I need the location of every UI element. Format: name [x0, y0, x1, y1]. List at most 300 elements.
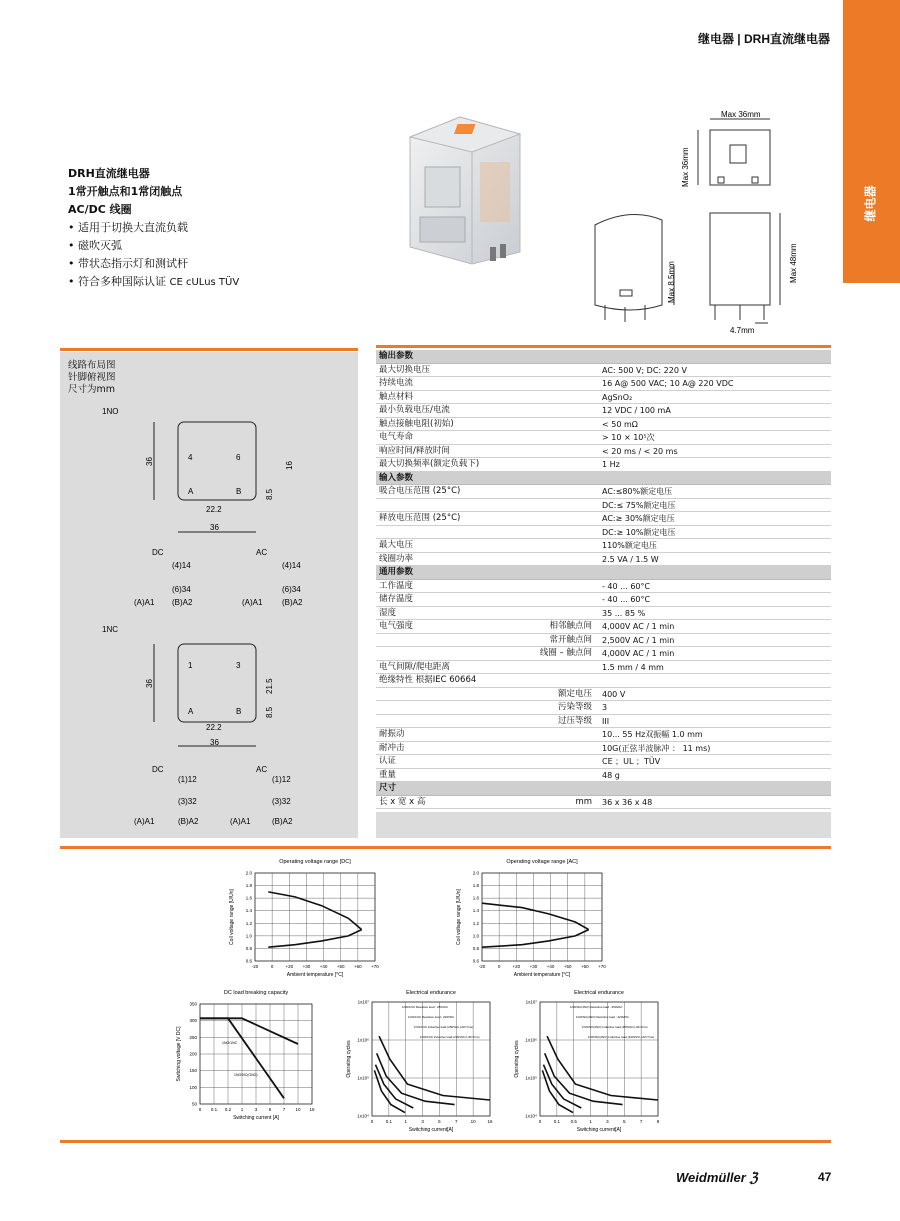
x-tick-label: 1 — [589, 1119, 592, 1124]
spec-subkey: 相邻触点间 — [549, 621, 592, 631]
spec-subkey — [526, 580, 600, 593]
svg-text:4: 4 — [188, 453, 193, 462]
specs-table — [376, 350, 831, 838]
spec-subkey: 污染等级 — [557, 702, 592, 712]
svg-text:A: A — [188, 487, 194, 496]
spec-key: 电气强度 — [379, 621, 414, 631]
spec-value: 36 x 36 x 48 — [602, 797, 653, 807]
spec-row — [376, 755, 831, 769]
x-tick-label: +20 — [512, 964, 521, 969]
y-tick-label: 50 — [191, 1101, 197, 1107]
spec-value: 48 g — [602, 770, 620, 780]
spec-key: 触点材料 — [379, 391, 414, 402]
spec-value: AC:≤80%额定电压 — [602, 487, 673, 496]
spec-row — [376, 485, 831, 499]
x-axis-label: Ambient temperature [°C] — [286, 972, 344, 978]
x-tick-label: +40 — [546, 964, 555, 969]
x-tick-label: 0.1 — [385, 1119, 392, 1124]
y-tick-label: 1.6 — [472, 895, 479, 901]
spec-key: 吸合电压范围 (25°C) — [379, 486, 461, 496]
dim-max85: Max 8.5mm — [667, 261, 676, 303]
spec-value: 3 — [602, 703, 608, 712]
y-tick-label: 1x10⁷ — [357, 999, 369, 1005]
spec-row — [376, 728, 831, 742]
spec-row — [376, 526, 831, 540]
y-tick-label: 1x10⁴ — [525, 1113, 537, 1119]
spec-subkey — [526, 364, 600, 377]
annotation: 1NO/1NC Inductive load (250VAC,L/R=7ms) — [414, 1025, 474, 1029]
svg-text:(A)A1: (A)A1 — [230, 817, 251, 826]
spec-subkey — [526, 742, 600, 755]
svg-text:1: 1 — [188, 661, 193, 670]
dim-max36-side: Max 36mm — [681, 147, 690, 187]
x-tick-label: -20 — [478, 964, 486, 969]
y-tick-label: 350 — [189, 1001, 197, 1007]
svg-text:8.5: 8.5 — [265, 706, 274, 718]
chart-title: Electrical endurance — [574, 990, 624, 996]
svg-text:16: 16 — [285, 461, 294, 470]
svg-text:(A)A1: (A)A1 — [242, 598, 263, 607]
chart-title: Electrical endurance — [406, 990, 456, 996]
chart-title: Operating voltage range [AC] — [506, 859, 578, 865]
spec-subkey — [526, 391, 600, 404]
spec-key: 重量 — [379, 769, 397, 780]
x-tick-label: 7 — [282, 1107, 286, 1112]
annotation: 1NO/NC(ONO) — [234, 1073, 258, 1077]
svg-text:(B)A2: (B)A2 — [272, 817, 293, 826]
x-tick-label: 0.1 — [553, 1119, 560, 1124]
page-number: 47 — [818, 1170, 832, 1184]
annotation: 1NO/1NC Resistive load : 250VAC — [402, 1005, 448, 1009]
intro-title-3: AC/DC 线圈 — [68, 203, 132, 216]
x-tick-label: 5 — [438, 1119, 441, 1124]
series-line-lower — [482, 930, 589, 948]
dim-pin47: 4.7mm — [730, 326, 755, 335]
spec-key: 工作温度 — [379, 580, 414, 591]
y-axis-label: Operating cycles — [346, 1040, 352, 1078]
x-tick-label: 0.2 — [224, 1107, 232, 1112]
x-tick-label: +20 — [285, 964, 294, 969]
svg-text:B: B — [236, 487, 242, 496]
spec-row — [376, 391, 831, 405]
spec-row — [376, 674, 831, 688]
y-tick-label: 1.0 — [472, 933, 479, 939]
y-tick-label: 100 — [189, 1084, 197, 1090]
annotation: 1NO/NC(2NO) Inductive load (220VDC,L/R=7ms) — [588, 1035, 654, 1039]
spec-key — [376, 499, 526, 512]
y-tick-label: 150 — [189, 1068, 197, 1074]
divider — [60, 348, 358, 351]
spec-subkey — [526, 539, 600, 552]
spec-row — [376, 458, 831, 472]
x-tick-label: 3 — [254, 1107, 258, 1112]
spec-key — [376, 701, 526, 714]
x-tick-label: 0.5 — [570, 1119, 577, 1124]
spec-value: AgSnO₂ — [602, 392, 633, 402]
spec-key: 最大电压 — [379, 540, 414, 550]
annotation: 1NO/1NC Inductive load (220VDC,L/R=7ms) — [420, 1035, 480, 1039]
x-tick-label: 15 — [309, 1107, 315, 1112]
spec-row — [376, 445, 831, 459]
spec-value: AC: 500 V; DC: 220 V — [602, 365, 687, 375]
endurance-curve — [545, 1053, 623, 1104]
y-tick-label: 1x10⁵ — [357, 1075, 369, 1081]
spec-key: 最大切换电压 — [379, 364, 431, 375]
x-tick-label: 1 — [404, 1119, 407, 1124]
y-tick-label: 0.6 — [245, 958, 252, 964]
spec-value: 400 V — [602, 689, 626, 699]
svg-text:(A)A1: (A)A1 — [134, 817, 155, 826]
svg-text:A: A — [188, 707, 194, 716]
spec-value: DC:≤ 75%额定电压 — [602, 500, 676, 510]
spec-row — [376, 688, 831, 702]
spec-key: 最小负载电压/电流 — [379, 405, 450, 415]
x-tick-label: 7 — [455, 1119, 458, 1124]
x-tick-label: 10 — [470, 1119, 476, 1124]
x-tick-label: 1 — [240, 1107, 244, 1112]
svg-text:(4)14: (4)14 — [172, 561, 191, 570]
x-tick-label: +60 — [581, 964, 589, 969]
spec-subkey — [526, 593, 600, 606]
spec-key: 储存温度 — [379, 594, 414, 604]
spec-key: 长 x 宽 x 高 — [379, 796, 426, 807]
x-tick-label: +70 — [371, 964, 379, 969]
dim-max48: Max 48mm — [789, 243, 798, 283]
x-tick-label: +70 — [598, 964, 606, 969]
y-tick-label: 1.8 — [472, 883, 479, 889]
annotation: 1NO/NC(2NO) Resistive load : 220VDC — [576, 1015, 629, 1019]
annotation: 1NO/NC(2NO) Resistive load : 250VAC — [570, 1005, 623, 1009]
svg-text:(1)12: (1)12 — [272, 775, 291, 784]
spec-value: III — [602, 716, 610, 726]
svg-text:6: 6 — [236, 453, 241, 462]
divider — [60, 846, 831, 849]
y-tick-label: 2.0 — [472, 870, 479, 876]
svg-text:AC: AC — [256, 548, 268, 557]
spec-subkey: 线圈 – 触点间 — [539, 648, 592, 658]
annotation: 1NO/1NC Resistive load : 220VDC — [408, 1015, 455, 1019]
plot-frame — [255, 873, 375, 961]
spec-subkey — [526, 404, 600, 417]
y-axis-label: Coil voltage range [U/Un] — [229, 889, 235, 945]
svg-text:8.5: 8.5 — [265, 488, 274, 500]
side-tab-label — [862, 206, 879, 222]
x-axis-label: Switching current[A] — [576, 1127, 622, 1133]
x-axis-label: Ambient temperature [°C] — [513, 972, 571, 978]
spec-subkey — [526, 661, 600, 674]
spec-key: 触点接触电阻(初始) — [379, 418, 454, 429]
spec-row — [376, 620, 831, 634]
spec-row — [376, 580, 831, 594]
spec-subkey — [526, 755, 600, 768]
relay-product-image — [400, 112, 522, 267]
svg-text:(4)14: (4)14 — [282, 561, 301, 570]
x-tick-label: -20 — [251, 964, 259, 969]
spec-value: 4,000V AC / 1 min — [602, 649, 675, 658]
x-tick-label: +40 — [319, 964, 328, 969]
spec-row — [376, 539, 831, 553]
feature-item: • 符合多种国际认证 CE cULus TÜV — [68, 273, 239, 292]
spec-subkey — [526, 728, 600, 741]
y-tick-label: 300 — [189, 1018, 197, 1024]
x-tick-label: 10 — [295, 1107, 301, 1112]
spec-value: - 40 ... 60°C — [602, 595, 651, 604]
spec-key: 持续电流 — [379, 378, 414, 388]
x-axis-label: Switching current [A] — [233, 1115, 279, 1121]
svg-text:22.2: 22.2 — [206, 723, 222, 732]
spec-value — [600, 674, 831, 687]
y-axis-label: Operating cycles — [514, 1040, 520, 1078]
chart-title: Operating voltage range [DC] — [279, 859, 351, 865]
svg-text:(B)A2: (B)A2 — [282, 598, 303, 607]
spec-section-header — [376, 782, 831, 796]
chart-title: DC load breaking capacity — [223, 990, 289, 996]
series-line — [200, 1018, 298, 1044]
x-tick-label: +30 — [302, 964, 311, 969]
spec-row — [376, 661, 831, 675]
y-tick-label: 2.0 — [245, 870, 252, 876]
spec-subkey — [526, 769, 600, 782]
spec-subkey — [526, 445, 600, 458]
spec-value: - 40 ... 60°C — [602, 581, 651, 591]
svg-text:(1)12: (1)12 — [178, 775, 197, 784]
y-tick-label: 1.4 — [245, 908, 252, 914]
spec-subkey — [526, 607, 600, 620]
spec-row — [376, 512, 831, 526]
spec-value: 1 Hz — [602, 460, 620, 469]
spec-row — [376, 431, 831, 445]
spec-key: 耐冲击 — [379, 742, 405, 753]
x-tick-label: +50 — [563, 964, 572, 969]
y-tick-label: 1.0 — [245, 933, 252, 939]
spec-row — [376, 701, 831, 715]
svg-text:(B)A2: (B)A2 — [178, 817, 199, 826]
spec-key — [376, 715, 526, 728]
chart-op-voltage-dc — [225, 855, 385, 985]
svg-text:(A)A1: (A)A1 — [134, 598, 155, 607]
x-tick-label: 0 — [198, 1107, 202, 1112]
specs-table-footer — [376, 812, 831, 838]
circuit-layout-panel — [60, 352, 358, 838]
spec-value: DC:≥ 10%额定电压 — [602, 527, 676, 537]
svg-text:(3)32: (3)32 — [272, 797, 291, 806]
y-tick-label: 1x10⁷ — [525, 999, 537, 1005]
spec-row — [376, 742, 831, 756]
y-axis-label: Coil voltage range [U/Un] — [456, 889, 462, 945]
x-tick-label: 7 — [639, 1119, 643, 1124]
intro-block — [68, 165, 239, 292]
x-tick-label: +50 — [336, 964, 345, 969]
annotation: 1NO/NC(2NO) Inductive load (250VAC,L/R=7ms) — [582, 1025, 648, 1029]
spec-key — [376, 688, 526, 701]
spec-row — [376, 769, 831, 783]
nc-label: 1NC — [102, 625, 119, 634]
y-tick-label: 1.2 — [245, 920, 252, 926]
spec-key: 认证 — [379, 756, 397, 766]
spec-key: 释放电压范围 (25°C) — [379, 513, 461, 523]
divider — [376, 345, 831, 348]
x-axis-label: Switching current[A] — [408, 1127, 454, 1133]
x-tick-label: 5 — [268, 1107, 272, 1112]
x-tick-label: 3 — [606, 1119, 609, 1124]
endurance-curve — [377, 1053, 455, 1104]
endurance-curve — [379, 1036, 490, 1100]
x-tick-label: 16 — [487, 1119, 493, 1124]
divider — [60, 1140, 831, 1143]
spec-row — [376, 593, 831, 607]
x-tick-label: 3 — [421, 1119, 424, 1124]
spec-value: 10G(正弦半波脉冲 ： 11 ms) — [602, 743, 711, 753]
svg-text:B: B — [236, 707, 242, 716]
spec-subkey — [526, 674, 600, 687]
cert-marks: CE cULus TÜV — [169, 277, 240, 288]
spec-subkey: 过压等级 — [557, 715, 592, 726]
spec-row — [376, 647, 831, 661]
svg-text:DC: DC — [152, 548, 164, 557]
dimension-drawing — [590, 105, 820, 340]
x-tick-label: 0 — [370, 1119, 374, 1124]
spec-key: 电气寿命 — [379, 432, 414, 442]
y-tick-label: 1.4 — [472, 908, 479, 914]
y-tick-label: 250 — [189, 1034, 197, 1040]
svg-text:36: 36 — [210, 738, 219, 747]
spec-row — [376, 553, 831, 567]
spec-row — [376, 404, 831, 418]
chart-endurance-2 — [510, 986, 670, 1138]
svg-text:(6)34: (6)34 — [172, 585, 191, 594]
spec-value: 2,500V AC / 1 min — [602, 635, 675, 645]
svg-text:36: 36 — [145, 679, 154, 688]
spec-section-label: 尺寸 — [379, 783, 397, 793]
spec-subkey — [526, 553, 600, 566]
spec-subkey — [526, 499, 600, 512]
x-tick-label: 0 — [270, 964, 274, 969]
spec-subkey — [526, 377, 600, 390]
series-line-upper — [482, 903, 589, 929]
spec-subkey: 额定电压 — [557, 688, 592, 699]
brand-logo: Weidmüller ℨ — [676, 1170, 758, 1185]
y-axis-label: Switching voltage [V DC] — [176, 1026, 182, 1082]
svg-text:21.5: 21.5 — [265, 678, 274, 694]
spec-value: 12 VDC / 100 mA — [602, 406, 671, 415]
spec-row — [376, 796, 831, 810]
y-tick-label: 1x10⁴ — [357, 1113, 369, 1119]
svg-text:AC: AC — [256, 765, 268, 774]
no-label: 1NO — [102, 407, 119, 416]
y-tick-label: 1.6 — [245, 895, 252, 901]
spec-row — [376, 499, 831, 513]
header-title: 继电器 | DRH直流继电器 — [697, 32, 830, 46]
spec-section-label: 输入参数 — [379, 472, 414, 483]
dim-max36-top: Max 36mm — [721, 110, 761, 119]
spec-key: 湿度 — [379, 607, 397, 618]
series-line-lower — [268, 930, 361, 948]
spec-row — [376, 715, 831, 729]
side-tab — [843, 0, 900, 283]
svg-text:(6)34: (6)34 — [282, 585, 301, 594]
spec-value: 35 ... 85 % — [602, 608, 646, 618]
spec-row — [376, 607, 831, 621]
feature-item: • 带状态指示灯和测试杆 — [68, 255, 239, 273]
pin-layout-drawing — [60, 352, 358, 838]
y-tick-label: 1.8 — [245, 883, 252, 889]
feature-item: • 适用于切换大直流负载 — [68, 219, 239, 237]
spec-value: 4,000V AC / 1 min — [602, 622, 675, 631]
svg-text:3: 3 — [236, 661, 241, 670]
svg-text:(B)A2: (B)A2 — [172, 598, 193, 607]
spec-row — [376, 364, 831, 378]
spec-subkey — [526, 458, 600, 471]
annotation: 1NO/1NC — [222, 1041, 238, 1045]
spec-subkey: 常开触点间 — [549, 634, 592, 645]
spec-key: 绝缘特性 根据IEC 60664 — [379, 675, 477, 685]
y-tick-label: 0.8 — [245, 945, 252, 951]
spec-value: 16 A@ 500 VAC; 10 A@ 220 VDC — [602, 379, 734, 388]
spec-subkey — [526, 418, 600, 431]
svg-text:22.2: 22.2 — [206, 505, 222, 514]
y-tick-label: 1.2 — [472, 920, 479, 926]
spec-value: < 50 mΩ — [602, 419, 638, 429]
spec-value: AC:≥ 30%额定电压 — [602, 514, 675, 523]
y-tick-label: 0.8 — [472, 945, 479, 951]
svg-text:(3)32: (3)32 — [178, 797, 197, 806]
spec-value: 2.5 VA / 1.5 W — [602, 554, 659, 564]
spec-value: CE ；UL ；TÜV — [602, 757, 661, 766]
y-tick-label: 200 — [189, 1051, 197, 1057]
spec-section-label: 通用参数 — [379, 567, 414, 577]
feature-list — [68, 219, 239, 292]
spec-row — [376, 634, 831, 648]
spec-row — [376, 377, 831, 391]
spec-subkey — [526, 512, 600, 525]
x-tick-label: 0.1 — [210, 1107, 218, 1112]
spec-value: 10... 55 Hz双振幅 1.0 mm — [602, 730, 703, 739]
spec-key — [376, 526, 526, 539]
x-tick-label: 9 — [656, 1119, 660, 1124]
x-tick-label: 5 — [623, 1119, 626, 1124]
spec-key — [376, 647, 526, 660]
y-tick-label: 1x10⁶ — [525, 1037, 537, 1043]
endurance-curve — [547, 1036, 658, 1100]
y-tick-label: 1x10⁶ — [357, 1037, 369, 1043]
intro-title-1: DRH直流继电器 — [68, 167, 150, 180]
x-tick-label: 0 — [497, 964, 501, 969]
spec-value: > 10 × 10⁵次 — [602, 433, 655, 442]
spec-section-header — [376, 472, 831, 486]
spec-row — [376, 418, 831, 432]
x-tick-label: 0 — [538, 1119, 542, 1124]
chart-endurance-1 — [342, 986, 502, 1138]
x-tick-label: +60 — [354, 964, 362, 969]
chart-op-voltage-ac — [452, 855, 612, 985]
feature-item: • 磁吹灭弧 — [68, 237, 239, 255]
spec-value: < 20 ms / < 20 ms — [602, 446, 678, 456]
spec-section-header — [376, 350, 831, 364]
spec-key: 线圈功率 — [379, 553, 414, 564]
y-tick-label: 0.6 — [472, 958, 479, 964]
chart-dc-breaking — [172, 986, 322, 1128]
spec-subkey — [526, 485, 600, 498]
plot-frame — [482, 873, 602, 961]
svg-text:36: 36 — [210, 523, 219, 532]
spec-subkey — [526, 431, 600, 444]
x-tick-label: +30 — [529, 964, 538, 969]
spec-section-header — [376, 566, 831, 580]
spec-key — [376, 634, 526, 647]
spec-key: 电气间隙/爬电距离 — [379, 661, 450, 672]
spec-key: 最大切换频率(额定负载下) — [379, 459, 480, 469]
svg-text:36: 36 — [145, 457, 154, 466]
